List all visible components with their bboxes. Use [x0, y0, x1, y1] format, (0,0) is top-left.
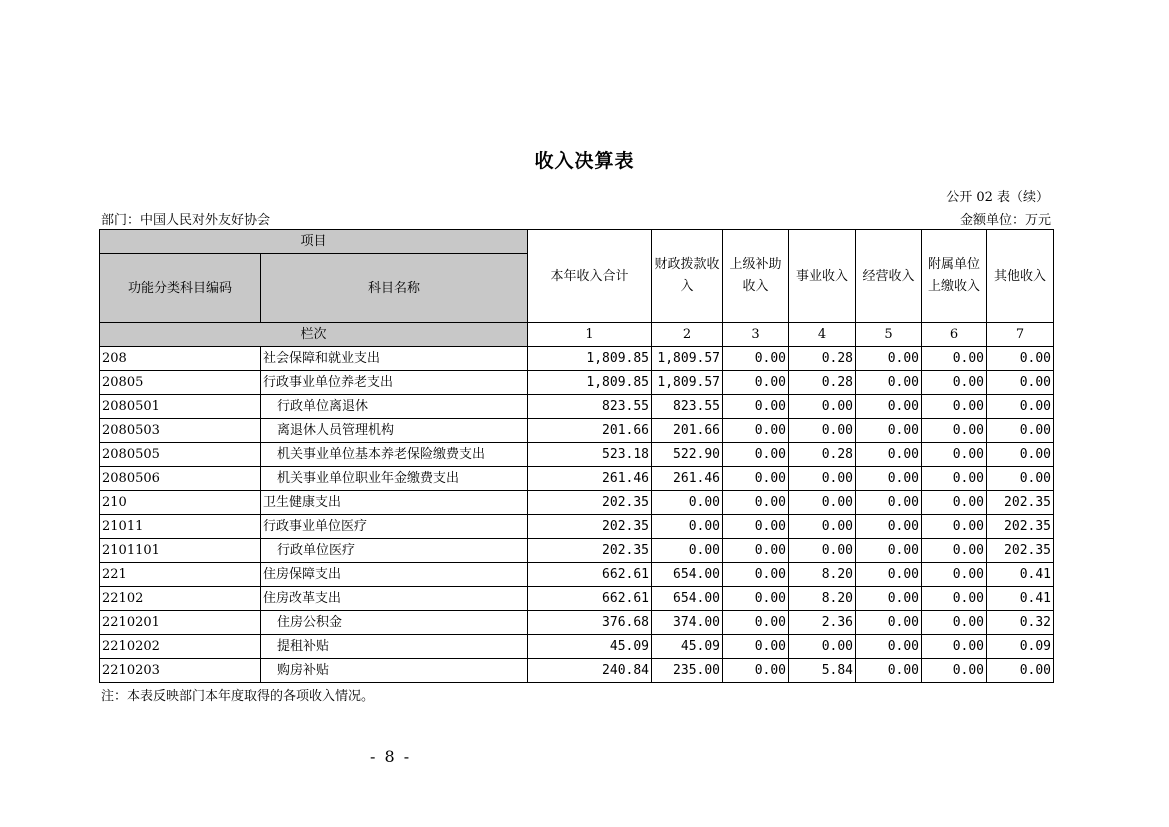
row-value-col-5: 0.00 — [856, 467, 922, 491]
table-row — [100, 371, 1054, 395]
header-code: 功能分类科目编码 — [100, 254, 261, 323]
row-value-col-5: 0.00 — [856, 515, 922, 539]
row-code: 2080506 — [100, 467, 261, 491]
row-value-col-4: 0.00 — [789, 635, 856, 659]
row-value-col-2: 374.00 — [652, 611, 723, 635]
row-value-col-6: 0.00 — [922, 443, 987, 467]
row-value-col-5: 0.00 — [856, 659, 922, 683]
unit-label: 金额单位：万元 — [959, 213, 1051, 228]
row-value-col-6: 0.00 — [922, 587, 987, 611]
row-value-col-7: 202.35 — [987, 515, 1054, 539]
table-row — [100, 539, 1054, 563]
row-name: 离退休人员管理机构 — [261, 419, 528, 443]
row-value-col-3: 0.00 — [723, 443, 789, 467]
table-note: 注：本表反映部门本年度取得的各项收入情况。 — [101, 689, 375, 704]
row-name: 行政事业单位养老支出 — [261, 371, 528, 395]
row-value-col-6: 0.00 — [922, 347, 987, 371]
row-value-col-1: 1,809.85 — [528, 371, 652, 395]
row-value-col-7: 0.41 — [987, 587, 1054, 611]
header-col-3: 上级补助收入 — [723, 230, 789, 323]
header-name: 科目名称 — [261, 254, 528, 323]
row-code: 22102 — [100, 587, 261, 611]
row-name: 行政单位医疗 — [261, 539, 528, 563]
row-value-col-4: 0.28 — [789, 371, 856, 395]
header-col-1: 本年收入合计 — [528, 230, 652, 323]
row-value-col-6: 0.00 — [922, 611, 987, 635]
header-col-7: 其他收入 — [987, 230, 1054, 323]
row-value-col-3: 0.00 — [723, 515, 789, 539]
row-value-col-1: 202.35 — [528, 491, 652, 515]
row-value-col-4: 0.00 — [789, 395, 856, 419]
row-value-col-4: 0.28 — [789, 347, 856, 371]
income-table — [99, 229, 1054, 683]
row-value-col-3: 0.00 — [723, 347, 789, 371]
row-name: 住房改革支出 — [261, 587, 528, 611]
table-row — [100, 443, 1054, 467]
row-value-col-7: 202.35 — [987, 491, 1054, 515]
row-value-col-7: 0.00 — [987, 347, 1054, 371]
row-value-col-1: 261.46 — [528, 467, 652, 491]
page-number: - 8 - — [370, 747, 412, 766]
row-value-col-5: 0.00 — [856, 539, 922, 563]
row-code: 2080501 — [100, 395, 261, 419]
row-value-col-1: 662.61 — [528, 563, 652, 587]
row-value-col-4: 0.28 — [789, 443, 856, 467]
row-value-col-1: 45.09 — [528, 635, 652, 659]
row-name: 住房保障支出 — [261, 563, 528, 587]
header-col-2: 财政拨款收入 — [652, 230, 723, 323]
header-item: 项目 — [100, 230, 528, 254]
table-row — [100, 587, 1054, 611]
col-no: 1 — [528, 323, 652, 347]
row-value-col-2: 0.00 — [652, 491, 723, 515]
header-col-no-label: 栏次 — [100, 323, 528, 347]
row-value-col-1: 202.35 — [528, 515, 652, 539]
row-value-col-3: 0.00 — [723, 635, 789, 659]
row-value-col-2: 0.00 — [652, 539, 723, 563]
row-value-col-7: 0.00 — [987, 443, 1054, 467]
row-value-col-7: 0.00 — [987, 467, 1054, 491]
row-value-col-7: 0.00 — [987, 419, 1054, 443]
row-value-col-4: 5.84 — [789, 659, 856, 683]
row-value-col-7: 0.00 — [987, 395, 1054, 419]
row-value-col-4: 8.20 — [789, 587, 856, 611]
row-value-col-6: 0.00 — [922, 635, 987, 659]
row-name: 行政单位离退休 — [261, 395, 528, 419]
col-no: 2 — [652, 323, 723, 347]
row-value-col-3: 0.00 — [723, 419, 789, 443]
table-row — [100, 659, 1054, 683]
row-value-col-3: 0.00 — [723, 611, 789, 635]
header-col-5: 经营收入 — [856, 230, 922, 323]
row-value-col-4: 0.00 — [789, 539, 856, 563]
row-value-col-6: 0.00 — [922, 539, 987, 563]
row-value-col-5: 0.00 — [856, 371, 922, 395]
header-col-6: 附属单位上缴收入 — [922, 230, 987, 323]
row-code: 21011 — [100, 515, 261, 539]
row-value-col-2: 1,809.57 — [652, 347, 723, 371]
row-value-col-1: 202.35 — [528, 539, 652, 563]
row-name: 卫生健康支出 — [261, 491, 528, 515]
table-row — [100, 419, 1054, 443]
row-code: 2210202 — [100, 635, 261, 659]
row-value-col-5: 0.00 — [856, 347, 922, 371]
row-value-col-2: 654.00 — [652, 587, 723, 611]
row-value-col-2: 1,809.57 — [652, 371, 723, 395]
row-value-col-5: 0.00 — [856, 395, 922, 419]
table-row — [100, 467, 1054, 491]
row-value-col-6: 0.00 — [922, 371, 987, 395]
row-value-col-6: 0.00 — [922, 659, 987, 683]
row-value-col-7: 0.00 — [987, 371, 1054, 395]
row-value-col-3: 0.00 — [723, 539, 789, 563]
row-value-col-2: 823.55 — [652, 395, 723, 419]
table-row — [100, 395, 1054, 419]
row-value-col-4: 0.00 — [789, 491, 856, 515]
row-code: 210 — [100, 491, 261, 515]
row-name: 提租补贴 — [261, 635, 528, 659]
row-value-col-5: 0.00 — [856, 491, 922, 515]
table-row — [100, 563, 1054, 587]
table-row — [100, 515, 1054, 539]
page-title: 收入决算表 — [534, 150, 635, 172]
row-value-col-3: 0.00 — [723, 563, 789, 587]
row-value-col-7: 202.35 — [987, 539, 1054, 563]
row-value-col-4: 0.00 — [789, 419, 856, 443]
row-code: 2210201 — [100, 611, 261, 635]
row-value-col-1: 662.61 — [528, 587, 652, 611]
row-value-col-7: 0.32 — [987, 611, 1054, 635]
row-value-col-3: 0.00 — [723, 371, 789, 395]
row-value-col-7: 0.09 — [987, 635, 1054, 659]
row-value-col-5: 0.00 — [856, 443, 922, 467]
table-body — [100, 347, 1054, 683]
row-value-col-1: 823.55 — [528, 395, 652, 419]
row-value-col-5: 0.00 — [856, 611, 922, 635]
row-code: 221 — [100, 563, 261, 587]
row-name: 社会保障和就业支出 — [261, 347, 528, 371]
row-name: 购房补贴 — [261, 659, 528, 683]
row-value-col-2: 522.90 — [652, 443, 723, 467]
table-row — [100, 611, 1054, 635]
row-value-col-3: 0.00 — [723, 587, 789, 611]
row-value-col-1: 1,809.85 — [528, 347, 652, 371]
row-value-col-7: 0.41 — [987, 563, 1054, 587]
table-row — [100, 347, 1054, 371]
row-value-col-3: 0.00 — [723, 395, 789, 419]
row-value-col-2: 235.00 — [652, 659, 723, 683]
row-name: 行政事业单位医疗 — [261, 515, 528, 539]
department-label: 部门：中国人民对外友好协会 — [101, 213, 271, 228]
col-no: 4 — [789, 323, 856, 347]
col-no: 5 — [856, 323, 922, 347]
row-value-col-4: 2.36 — [789, 611, 856, 635]
row-name: 住房公积金 — [261, 611, 528, 635]
row-name: 机关事业单位基本养老保险缴费支出 — [261, 443, 528, 467]
row-value-col-3: 0.00 — [723, 491, 789, 515]
row-value-col-1: 240.84 — [528, 659, 652, 683]
row-value-col-3: 0.00 — [723, 659, 789, 683]
row-name: 机关事业单位职业年金缴费支出 — [261, 467, 528, 491]
header-col-4: 事业收入 — [789, 230, 856, 323]
row-value-col-5: 0.00 — [856, 587, 922, 611]
row-value-col-4: 8.20 — [789, 563, 856, 587]
row-value-col-3: 0.00 — [723, 467, 789, 491]
row-value-col-5: 0.00 — [856, 419, 922, 443]
row-value-col-1: 376.68 — [528, 611, 652, 635]
row-value-col-6: 0.00 — [922, 491, 987, 515]
row-value-col-4: 0.00 — [789, 467, 856, 491]
col-no: 6 — [922, 323, 987, 347]
row-value-col-6: 0.00 — [922, 467, 987, 491]
row-code: 20805 — [100, 371, 261, 395]
row-code: 2210203 — [100, 659, 261, 683]
table-row — [100, 491, 1054, 515]
row-code: 2101101 — [100, 539, 261, 563]
row-code: 2080503 — [100, 419, 261, 443]
row-value-col-1: 523.18 — [528, 443, 652, 467]
form-code: 公开 02 表（续） — [946, 190, 1049, 205]
row-value-col-2: 45.09 — [652, 635, 723, 659]
row-value-col-2: 654.00 — [652, 563, 723, 587]
row-value-col-5: 0.00 — [856, 635, 922, 659]
row-value-col-6: 0.00 — [922, 395, 987, 419]
table-row — [100, 635, 1054, 659]
col-no: 7 — [987, 323, 1054, 347]
row-value-col-4: 0.00 — [789, 515, 856, 539]
row-value-col-7: 0.00 — [987, 659, 1054, 683]
row-value-col-6: 0.00 — [922, 563, 987, 587]
row-value-col-2: 201.66 — [652, 419, 723, 443]
row-code: 208 — [100, 347, 261, 371]
row-value-col-5: 0.00 — [856, 563, 922, 587]
row-value-col-1: 201.66 — [528, 419, 652, 443]
row-value-col-6: 0.00 — [922, 515, 987, 539]
row-code: 2080505 — [100, 443, 261, 467]
row-value-col-2: 261.46 — [652, 467, 723, 491]
row-value-col-2: 0.00 — [652, 515, 723, 539]
col-no: 3 — [723, 323, 789, 347]
row-value-col-6: 0.00 — [922, 419, 987, 443]
